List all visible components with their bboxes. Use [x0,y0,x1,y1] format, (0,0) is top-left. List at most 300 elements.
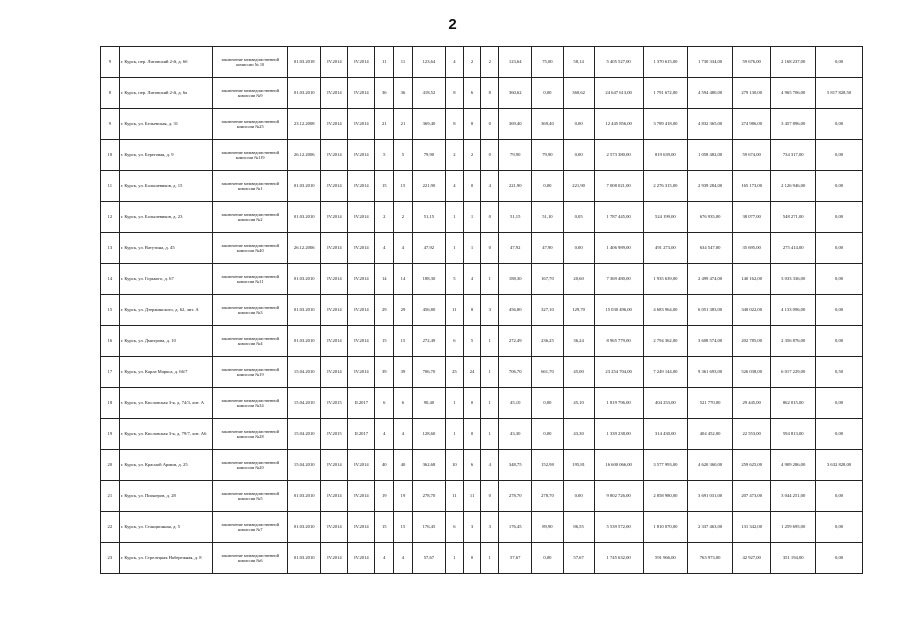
cell-a2: 278,70 [532,481,563,512]
cell-f5: 0,00 [816,481,863,512]
cell-date: 15.04.2010 [288,357,321,388]
cell-area: 456,80 [412,295,445,326]
cell-v1: 14 [375,264,394,295]
cell-address: г. Курск, ул. Стрелецкая Набережная, д. 8 [119,543,213,574]
cell-document: заключение межведомственной комиссии №9 [213,78,288,109]
cell-f3: 259 625,00 [732,450,770,481]
cell-a1: 123,64 [499,47,532,78]
cell-total: 7 008 021,00 [594,171,643,202]
cell-n: 20 [101,450,120,481]
cell-f5: 0,00 [816,109,863,140]
cell-a3: 36,24 [563,326,594,357]
cell-v2: 15 [394,512,413,543]
cell-f1: 7 249 144,00 [643,357,688,388]
cell-c1: 11 [446,295,464,326]
cell-f2: 404 452,00 [688,419,733,450]
cell-total: 2 573 380,00 [594,140,643,171]
cell-c2: 1 [463,202,481,233]
cell-v1: 15 [375,171,394,202]
cell-address: г. Курск, ул. Дзержинского, д. 62, лит. А [119,295,213,326]
cell-n: 16 [101,326,120,357]
cell-start: IV.2014 [321,202,348,233]
cell-date: 01.03.2010 [288,78,321,109]
cell-n: 14 [101,264,120,295]
cell-a2: 661,70 [532,357,563,388]
table-row [101,419,863,450]
cell-area: 47,92 [412,233,445,264]
cell-f4: 862 015,00 [771,388,816,419]
cell-f1: 3 789 418,00 [643,109,688,140]
cell-a1: 188,30 [499,264,532,295]
cell-f5: 5 817 828,50 [816,78,863,109]
cell-a2: 79,90 [532,140,563,171]
cell-f2: 2 337 463,00 [688,512,733,543]
cell-f4: 4 133 096,00 [771,295,816,326]
cell-f2: 1 058 482,00 [688,140,733,171]
cell-v1: 4 [375,543,394,574]
cell-c1: 8 [446,78,464,109]
cell-f4: 6 017 229,00 [771,357,816,388]
cell-f3: 279 130,00 [732,78,770,109]
cell-f4: 2 126 946,00 [771,171,816,202]
cell-area: 51,15 [412,202,445,233]
cell-f1: 1 370 615,00 [643,47,688,78]
cell-v2: 19 [394,481,413,512]
cell-a1: 278,70 [499,481,532,512]
cell-f2: 2 499 474,00 [688,264,733,295]
table-row [101,357,863,388]
cell-v1: 21 [375,109,394,140]
cell-a3: 0,00 [563,109,594,140]
cell-total: 1 745 632,00 [594,543,643,574]
cell-date: 15.04.2010 [288,419,321,450]
cell-area: 57,67 [412,543,445,574]
cell-c2: 6 [463,78,481,109]
cell-end: IV.2014 [348,202,375,233]
cell-a3: 129,70 [563,295,594,326]
cell-c2: 8 [463,295,481,326]
cell-end: IV.2014 [348,171,375,202]
cell-c2: 1 [463,233,481,264]
cell-f4: 4 965 706,00 [771,78,816,109]
cell-v2: 2 [394,202,413,233]
cell-c2: 5 [463,326,481,357]
cell-a3: 0,00 [563,481,594,512]
cell-start: IV.2015 [321,419,348,450]
cell-n: 22 [101,512,120,543]
table-row [101,202,863,233]
cell-f2: 3 691 031,00 [688,481,733,512]
cell-f4: 3 033 336,00 [771,264,816,295]
cell-v2: 4 [394,543,413,574]
cell-c1: 4 [446,171,464,202]
cell-end: II.2017 [348,388,375,419]
cell-end: IV.2014 [348,109,375,140]
cell-c1: 1 [446,419,464,450]
cell-c1: 6 [446,512,464,543]
cell-c1: 2 [446,140,464,171]
cell-f5: 0,00 [816,419,863,450]
cell-a1: 176,45 [499,512,532,543]
cell-area: 369,40 [412,109,445,140]
cell-n: 13 [101,233,120,264]
cell-area: 418,52 [412,78,445,109]
cell-f3: 35 695,00 [732,233,770,264]
cell-f5: 3 632 828,00 [816,450,863,481]
cell-n: 18 [101,388,120,419]
cell-c3: 1 [481,388,499,419]
cell-v2: 15 [394,171,413,202]
cell-f5: 0,00 [816,543,863,574]
cell-c2: 6 [463,450,481,481]
cell-start: IV.2014 [321,78,348,109]
cell-c1: 10 [446,450,464,481]
cell-n: 19 [101,419,120,450]
table-row [101,140,863,171]
cell-n: 8 [101,78,120,109]
cell-f1: 491 273,00 [643,233,688,264]
cell-address: г. Курск, ул. Большевиков, д. 15 [119,171,213,202]
cell-c3: 1 [481,264,499,295]
cell-f2: 4 594 480,00 [688,78,733,109]
cell-f1: 4 683 964,00 [643,295,688,326]
cell-document: заключение межведомственной комиссии №6 [213,543,288,574]
cell-a1: 47,92 [499,233,532,264]
page-number: 2 [448,16,457,33]
cell-v1: 29 [375,295,394,326]
cell-v2: 6 [394,388,413,419]
cell-f1: 1 810 070,00 [643,512,688,543]
cell-n: 12 [101,202,120,233]
cell-address: г. Курск, ул. Большевиков, д. 23 [119,202,213,233]
cell-a2: 167,70 [532,264,563,295]
cell-f1: 1 791 672,00 [643,78,688,109]
cell-a3: 45,10 [563,388,594,419]
cell-a3: 57,67 [563,543,594,574]
cell-document: заключение межведомственной комиссии №11 [213,264,288,295]
cell-end: IV.2014 [348,357,375,388]
cell-date: 01.03.2010 [288,171,321,202]
cell-a1: 706,70 [499,357,532,388]
cell-date: 15.04.2010 [288,450,321,481]
cell-date: 26.12.2006 [288,233,321,264]
cell-address: г. Курск, ул. Карла Маркса, д. 66/7 [119,357,213,388]
cell-start: IV.2015 [321,388,348,419]
cell-v2: 14 [394,264,413,295]
cell-start: IV.2014 [321,450,348,481]
cell-c3: 1 [481,326,499,357]
cell-f1: 524 199,00 [643,202,688,233]
cell-total: 9 802 726,00 [594,481,643,512]
cell-c1: 11 [446,481,464,512]
cell-start: IV.2014 [321,264,348,295]
cell-a2: 0,00 [532,171,563,202]
cell-v1: 40 [375,450,394,481]
table-row [101,543,863,574]
cell-f5: 0,00 [816,388,863,419]
cell-c3: 1 [481,419,499,450]
cell-a2: 0,00 [532,78,563,109]
cell-document: заключение межведомственной комиссии №5 [213,481,288,512]
cell-v1: 6 [375,388,394,419]
cell-end: IV.2014 [348,450,375,481]
cell-total: 1 787 445,00 [594,202,643,233]
cell-c3: 4 [481,171,499,202]
cell-area: 79,90 [412,140,445,171]
cell-address: г. Курск, ул. Кисловская 3-я, д. 79/7, лит. А6 [119,419,213,450]
cell-c1: 5 [446,264,464,295]
cell-v1: 4 [375,233,394,264]
cell-document: заключение межведомственной комиссии №119 [213,140,288,171]
cell-v1: 19 [375,481,394,512]
cell-c3: 0 [481,109,499,140]
cell-document: заключение межведомственной комиссии №28 [213,419,288,450]
cell-a3: 195,81 [563,450,594,481]
cell-c2: 2 [463,140,481,171]
cell-end: IV.2014 [348,140,375,171]
cell-end: IV.2014 [348,233,375,264]
cell-f3: 22 553,00 [732,419,770,450]
cell-a1: 57,67 [499,543,532,574]
cell-area: 176,45 [412,512,445,543]
cell-f5: 0,00 [816,264,863,295]
cell-end: IV.2014 [348,543,375,574]
cell-f2: 2 939 284,00 [688,171,733,202]
table-row [101,295,863,326]
cell-total: 1 406 989,00 [594,233,643,264]
cell-c1: 1 [446,202,464,233]
cell-v2: 4 [394,419,413,450]
cell-date: 01.03.2010 [288,202,321,233]
table-row [101,388,863,419]
cell-date: 01.03.2010 [288,326,321,357]
cell-a1: 272,49 [499,326,532,357]
housing-registry-table [100,46,863,574]
cell-area: 221,90 [412,171,445,202]
cell-document: заключение межведомственной комиссии №2 [213,202,288,233]
cell-total: 23 254 704,00 [594,357,643,388]
cell-c2: 0 [463,388,481,419]
cell-a1: 348,75 [499,450,532,481]
cell-address: г. Курск, ул. Пионеров, д. 28 [119,481,213,512]
cell-address: г. Курск, ул. Горького, д. 67 [119,264,213,295]
cell-v1: 4 [375,419,394,450]
cell-end: IV.2014 [348,78,375,109]
table-row [101,171,863,202]
table-row [101,450,863,481]
cell-f5: 0,00 [816,171,863,202]
cell-f2: 3 608 574,00 [688,326,733,357]
cell-start: IV.2014 [321,233,348,264]
cell-a1: 51,15 [499,202,532,233]
cell-f4: 594 813,00 [771,419,816,450]
cell-c2: 0 [463,543,481,574]
cell-f3: 207 473,00 [732,481,770,512]
cell-c1: 4 [446,47,464,78]
cell-a2: 75,00 [532,47,563,78]
cell-v2: 29 [394,295,413,326]
cell-c3: 1 [481,357,499,388]
cell-c3: 2 [481,47,499,78]
cell-document: заключение межведомственной комиссии №19 [213,357,288,388]
cell-f3: 202 785,00 [732,326,770,357]
cell-v1: 36 [375,78,394,109]
cell-a1: 221,90 [499,171,532,202]
cell-f4: 2 168 237,00 [771,47,816,78]
cell-n: 23 [101,543,120,574]
cell-end: IV.2014 [348,264,375,295]
cell-start: IV.2014 [321,512,348,543]
cell-end: IV.2014 [348,326,375,357]
cell-v2: 36 [394,78,413,109]
cell-f4: 1 259 695,00 [771,512,816,543]
cell-address: г. Курск, ул. Кисловская 3-я, д. 74/3, лит. А [119,388,213,419]
cell-f4: 734 317,00 [771,140,816,171]
cell-f1: 591 966,00 [643,543,688,574]
cell-f1: 1 935 639,00 [643,264,688,295]
cell-total: 1 819 796,00 [594,388,643,419]
cell-a2: 236,25 [532,326,563,357]
cell-a2: 152,98 [532,450,563,481]
cell-f5: 0,00 [816,140,863,171]
cell-f5: 0,50 [816,357,863,388]
cell-f5: 0,00 [816,512,863,543]
cell-f1: 2 858 980,00 [643,481,688,512]
cell-f4: 275 414,00 [771,233,816,264]
cell-c3: 1 [481,543,499,574]
cell-f1: 819 639,00 [643,140,688,171]
cell-v2: 40 [394,450,413,481]
cell-f5: 0,00 [816,47,863,78]
cell-f4: 548 271,00 [771,202,816,233]
cell-v1: 2 [375,202,394,233]
cell-document: заключение межведомственной комиссии №3 [213,295,288,326]
cell-f3: 131 342,00 [732,512,770,543]
cell-n: 9 [101,47,120,78]
cell-a3: 0,00 [563,233,594,264]
cell-c3: 0 [481,481,499,512]
cell-f2: 6 051 383,00 [688,295,733,326]
cell-a3: 221,90 [563,171,594,202]
cell-area: 123,64 [412,47,445,78]
cell-a1: 43,30 [499,419,532,450]
cell-f3: 165 173,00 [732,171,770,202]
cell-v1: 15 [375,326,394,357]
cell-a3: 86,55 [563,512,594,543]
cell-area: 128,60 [412,419,445,450]
cell-area: 278,70 [412,481,445,512]
cell-address: г. Курск, пер. Литовский 2-й, д. 6а [119,78,213,109]
cell-f3: 38 077,00 [732,202,770,233]
cell-f3: 59 674,00 [732,140,770,171]
cell-f2: 634 547,00 [688,233,733,264]
cell-f2: 4 832 365,00 [688,109,733,140]
cell-date: 01.03.2018 [288,47,321,78]
cell-a1: 456,80 [499,295,532,326]
cell-a3: 20,60 [563,264,594,295]
cell-f1: 2 276 315,00 [643,171,688,202]
cell-a2: 0,00 [532,388,563,419]
cell-address: г. Курск, ул. Бельевская, д. 31 [119,109,213,140]
cell-total: 24 647 613,00 [594,78,643,109]
cell-f5: 0,00 [816,202,863,233]
cell-a3: 58,14 [563,47,594,78]
cell-a2: 369,40 [532,109,563,140]
cell-c1: 25 [446,357,464,388]
cell-start: IV.2014 [321,481,348,512]
cell-f3: 274 986,00 [732,109,770,140]
cell-f4: 3 044 251,00 [771,481,816,512]
cell-v2: 4 [394,233,413,264]
table-row [101,78,863,109]
cell-a1: 360,62 [499,78,532,109]
cell-n: 10 [101,140,120,171]
table-row [101,326,863,357]
cell-c3: 3 [481,512,499,543]
cell-a1: 369,40 [499,109,532,140]
cell-address: г. Курск, ул. Ватутина, д. 45 [119,233,213,264]
cell-start: IV.2014 [321,140,348,171]
cell-area: 272,49 [412,326,445,357]
cell-f2: 521 770,00 [688,388,733,419]
cell-n: 17 [101,357,120,388]
cell-c2: 24 [463,357,481,388]
cell-f5: 0,00 [816,295,863,326]
cell-start: IV.2014 [321,326,348,357]
cell-f4: 2 356 876,00 [771,326,816,357]
cell-area: 188,30 [412,264,445,295]
cell-a3: 0,00 [563,140,594,171]
cell-f4: 4 909 286,00 [771,450,816,481]
cell-total: 1 339 238,00 [594,419,643,450]
cell-a3: 0,05 [563,202,594,233]
cell-end: IV.2014 [348,47,375,78]
cell-v1: 39 [375,357,394,388]
cell-a3: 45,00 [563,357,594,388]
cell-c2: 2 [463,47,481,78]
cell-start: IV.2014 [321,109,348,140]
cell-date: 01.03.2010 [288,264,321,295]
cell-c2: 3 [463,512,481,543]
table-row [101,481,863,512]
cell-c1: 1 [446,233,464,264]
cell-n: 15 [101,295,120,326]
table-row [101,233,863,264]
cell-start: IV.2014 [321,295,348,326]
cell-total: 16 600 066,00 [594,450,643,481]
cell-f1: 3 577 993,00 [643,450,688,481]
cell-c3: 0 [481,140,499,171]
cell-c2: 11 [463,481,481,512]
cell-a2: 51,10 [532,202,563,233]
cell-a2: 327,10 [532,295,563,326]
cell-c3: 3 [481,295,499,326]
cell-c1: 6 [446,326,464,357]
cell-f2: 9 361 693,00 [688,357,733,388]
cell-date: 01.03.2010 [288,543,321,574]
cell-document: заключение межведомственной комиссии №1 [213,171,288,202]
cell-address: г. Курск, ул. Дмитрова, д. 10 [119,326,213,357]
cell-n: 21 [101,481,120,512]
cell-f3: 59 676,00 [732,47,770,78]
cell-a3: 360,62 [563,78,594,109]
cell-address: г. Курск, пер. Литовский 2-й, д. 6б [119,47,213,78]
table-row [101,109,863,140]
cell-n: 9 [101,109,120,140]
cell-a3: 43,30 [563,419,594,450]
cell-date: 15.04.2010 [288,388,321,419]
cell-document: заключение межведомственной комиссии № 10 [213,47,288,78]
